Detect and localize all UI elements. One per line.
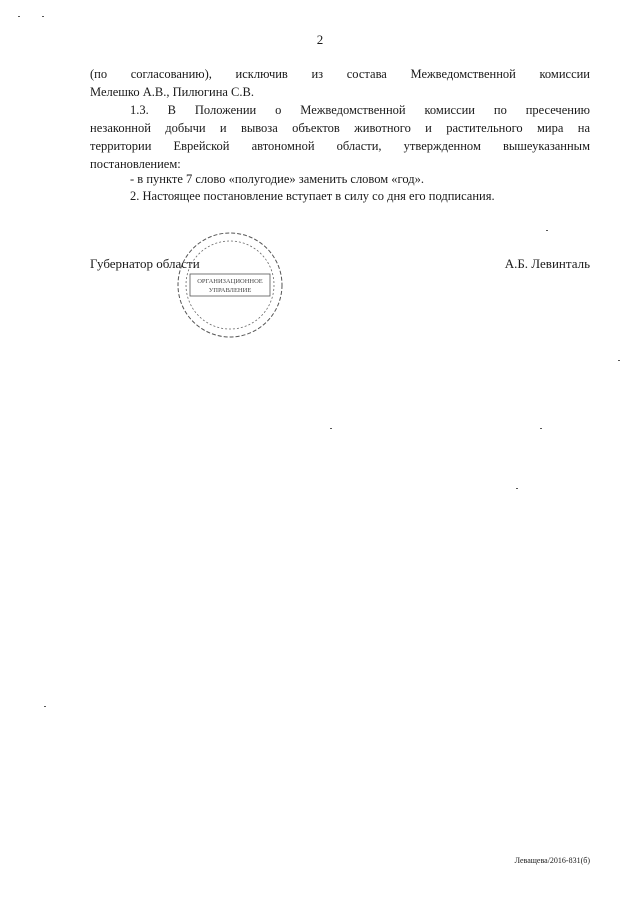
- scan-speck: [18, 16, 20, 17]
- scan-speck: [540, 428, 542, 429]
- scan-speck: [618, 360, 620, 361]
- text-line-1: (по согласованию), исключив из состава Межведомственной комиссии: [90, 67, 590, 81]
- stamp-text-line1: ОРГАНИЗАЦИОННОЕ: [197, 278, 263, 285]
- text-line-5: территории Еврейской автономной области, утвержденном вышеуказанным: [90, 139, 590, 153]
- text-line-2: Мелешко А.В., Пилюгина С.В.: [90, 85, 254, 99]
- stamp-text-line2: УПРАВЛЕНИЕ: [208, 287, 252, 294]
- page-number: 2: [316, 32, 324, 47]
- text-line-7: - в пункте 7 слово «полугодие» заменить словом «год».: [130, 172, 424, 186]
- scan-speck: [44, 706, 46, 707]
- text-line-8: 2. Настоящее постановление вступает в силу со дня его подписания.: [130, 189, 495, 203]
- scan-speck: [516, 488, 518, 489]
- text-line-6: постановлением:: [90, 157, 181, 171]
- scan-speck: [330, 428, 332, 429]
- official-stamp: [170, 230, 290, 340]
- text-line-3: 1.3. В Положении о Межведомственной комиссии по пресечению: [130, 103, 590, 117]
- footer-code: Леващева/2016-831(б): [514, 856, 590, 865]
- signature-name: А.Б. Левинталь: [504, 256, 590, 271]
- text-line-4: незаконной добычи и вывоза объектов животного и растительного мира на: [90, 121, 590, 135]
- scan-speck: [546, 230, 548, 231]
- signature-position: Губернатор области: [90, 256, 200, 271]
- scan-speck: [42, 16, 44, 17]
